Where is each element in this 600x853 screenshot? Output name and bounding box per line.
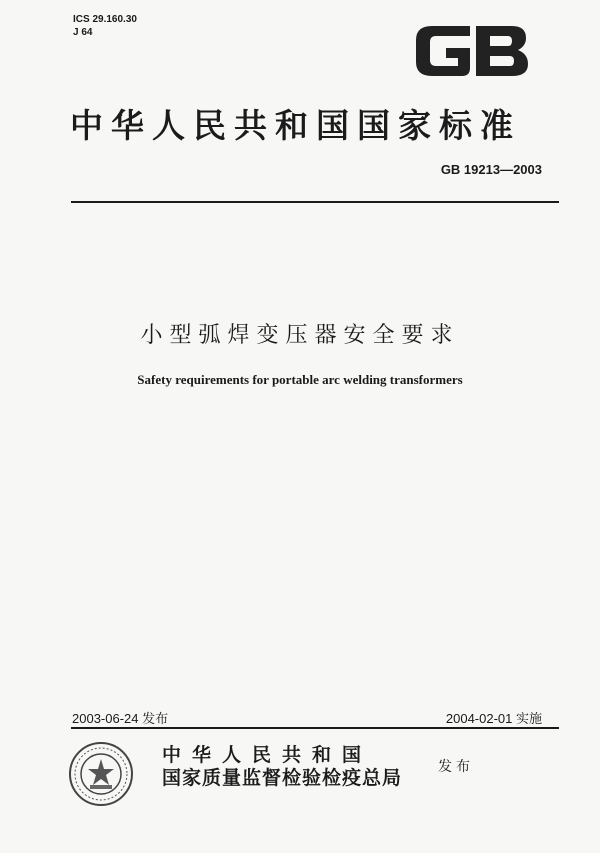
- issue-date: 2003-06-24 发布: [72, 711, 169, 726]
- ccs-code: J 64: [73, 27, 93, 38]
- issuer-country: 中华人民共和国: [162, 744, 373, 766]
- ics-code: ICS 29.160.30: [73, 14, 137, 25]
- implementation-date: 2004-02-01 实施: [445, 711, 542, 726]
- national-emblem-seal-icon: [68, 741, 134, 807]
- standard-number: GB 19213—2003: [440, 162, 542, 177]
- issuer-agency: 国家质量监督检验检疫总局: [162, 767, 403, 789]
- header-divider: [71, 201, 559, 203]
- national-standard-title: 中华人民共和国国家标准: [70, 106, 521, 145]
- classification-codes: [73, 13, 137, 39]
- footer-divider: [71, 727, 559, 729]
- document-title-english: Safety requirements for portable arc welding transformers: [137, 372, 463, 387]
- document-title-chinese: 小型弧焊变压器安全要求: [140, 323, 460, 348]
- issue-action-label: 发布: [438, 759, 474, 775]
- gb-logo: [414, 18, 530, 84]
- issuing-authority: [162, 744, 402, 790]
